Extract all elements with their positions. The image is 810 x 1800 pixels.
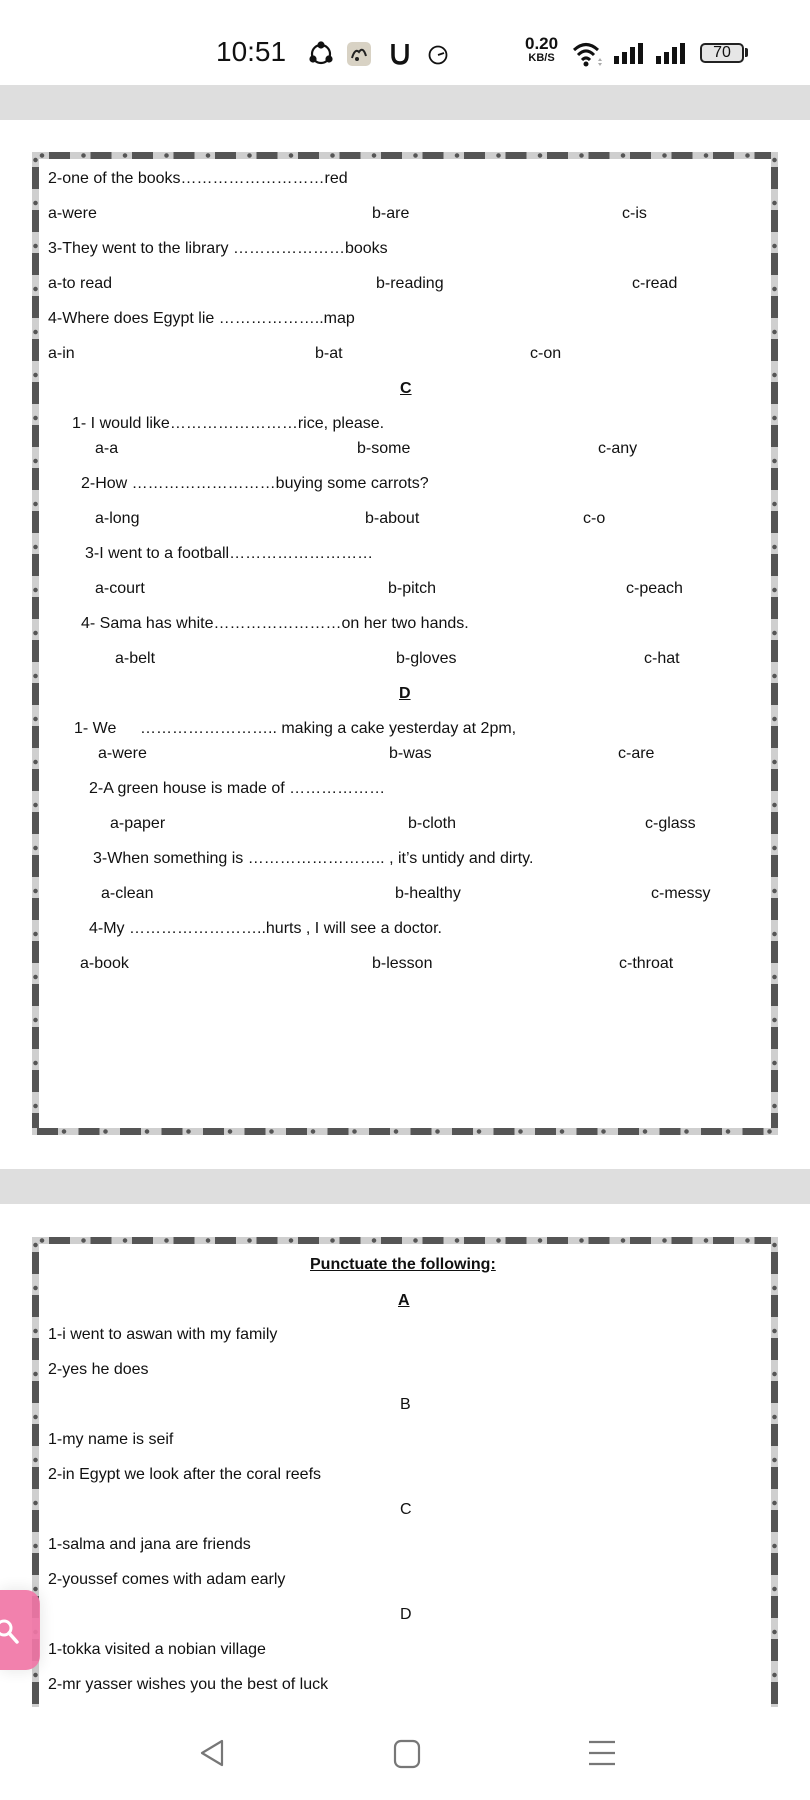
- panel-title: Punctuate the following:: [310, 1256, 496, 1273]
- option-c: c-throat: [619, 955, 674, 972]
- back-icon[interactable]: [198, 1738, 228, 1768]
- sentence-item: 1-i went to aswan with my family: [48, 1326, 278, 1343]
- option-c: c-o: [583, 510, 606, 527]
- option-c: c-any: [598, 440, 638, 457]
- option-a: a-clean: [101, 885, 154, 902]
- option-c: c-peach: [626, 580, 683, 597]
- status-bar: [0, 0, 810, 84]
- sentence-item: 2-in Egypt we look after the coral reefs: [48, 1466, 322, 1483]
- panel-border-bottom: [32, 1128, 778, 1135]
- option-a: a-a: [95, 440, 119, 457]
- option-c: c-is: [622, 205, 647, 222]
- panel-border-top: [32, 152, 777, 159]
- network-speed-value: 0.20: [525, 34, 559, 53]
- question-text: 2-A green house is made of ………………: [89, 780, 386, 797]
- battery-indicator: 70: [700, 43, 744, 63]
- question-text: 4- Sama has white……………………on her two hands.: [81, 615, 469, 632]
- page-separator: [0, 1169, 810, 1204]
- question-text: 2-How ………………………buying some carrots?: [81, 475, 429, 492]
- option-a: a-were: [98, 745, 147, 762]
- question-text: 4-My ……………………..hurts , I will see a doctor.: [89, 920, 442, 937]
- question-text: 1- I would like……………………rice, please.: [72, 415, 385, 432]
- option-a: a-were: [48, 205, 97, 222]
- option-a: a-long: [95, 510, 140, 527]
- navigation-bar: [0, 1710, 810, 1800]
- question-text: 1- We: [74, 720, 117, 737]
- option-b: b-reading: [376, 275, 444, 292]
- status-time: 10:51: [216, 36, 287, 67]
- option-b: b-lesson: [372, 955, 433, 972]
- option-b: b-are: [372, 205, 410, 222]
- question-text: 3-I went to a football………………………: [85, 545, 374, 562]
- option-c: c-are: [618, 745, 655, 762]
- wifi-icon: [572, 40, 604, 68]
- question-text-continued: …………………….. making a cake yesterday at 2pm,: [140, 720, 517, 737]
- u-icon: [389, 42, 411, 66]
- option-a: a-to read: [48, 275, 113, 292]
- menu-icon[interactable]: [587, 1738, 617, 1768]
- option-a: a-court: [95, 580, 145, 597]
- option-b: b-about: [365, 510, 420, 527]
- section-heading-c: C: [400, 1501, 412, 1518]
- option-b: b-cloth: [408, 815, 457, 832]
- option-b: b-some: [357, 440, 411, 457]
- option-c: c-hat: [644, 650, 680, 667]
- option-b: b-healthy: [395, 885, 461, 902]
- search-icon: [0, 1616, 22, 1646]
- sentence-item: 1-my name is seif: [48, 1431, 174, 1448]
- sentence-item: 1-salma and jana are friends: [48, 1536, 251, 1553]
- home-icon[interactable]: [392, 1739, 422, 1769]
- section-heading-a: A: [398, 1292, 410, 1309]
- option-b: b-was: [389, 745, 432, 762]
- option-c: c-on: [530, 345, 562, 362]
- option-a: a-in: [48, 345, 75, 362]
- section-heading-b: B: [400, 1396, 411, 1413]
- option-a: a-book: [80, 955, 129, 972]
- share-icon: [307, 40, 335, 68]
- panel-border-left: [32, 152, 39, 1135]
- option-c: c-messy: [651, 885, 711, 902]
- battery-tip: [745, 48, 748, 57]
- panel-border-right: [771, 152, 778, 1135]
- signal-icon-2: [655, 42, 689, 66]
- question-text: 3-They went to the library …………………books: [48, 240, 388, 257]
- speedometer-icon: [427, 44, 449, 66]
- panel-border-top: [32, 1237, 777, 1244]
- network-speed: [525, 36, 558, 66]
- sentence-item: 2-mr yasser wishes you the best of luck: [48, 1676, 329, 1693]
- option-a: a-paper: [110, 815, 166, 832]
- option-b: b-pitch: [388, 580, 437, 597]
- question-text: 4-Where does Egypt lie ………………..map: [48, 310, 355, 327]
- section-heading-d: D: [400, 1606, 412, 1623]
- sentence-item: 2-youssef comes with adam early: [48, 1571, 286, 1588]
- app-icon: [345, 40, 373, 68]
- option-a: a-belt: [115, 650, 156, 667]
- signal-icon: [613, 42, 647, 66]
- floating-search-button[interactable]: [0, 1590, 40, 1670]
- question-text: 3-When something is …………………….. , it’s untidy and dirty.: [93, 850, 534, 867]
- sentence-item: 1-tokka visited a nobian village: [48, 1641, 266, 1658]
- sentence-item: 2-yes he does: [48, 1361, 149, 1378]
- option-c: c-read: [632, 275, 678, 292]
- network-speed-unit: KB/S: [528, 52, 555, 64]
- panel-border-right: [771, 1237, 778, 1707]
- page-separator: [0, 85, 810, 120]
- option-b: b-gloves: [396, 650, 457, 667]
- option-b: b-at: [315, 345, 343, 362]
- question-text: 2-one of the books………………………red: [48, 170, 348, 187]
- option-c: c-glass: [645, 815, 696, 832]
- section-heading-c: C: [400, 380, 412, 397]
- section-heading-d: D: [399, 685, 411, 702]
